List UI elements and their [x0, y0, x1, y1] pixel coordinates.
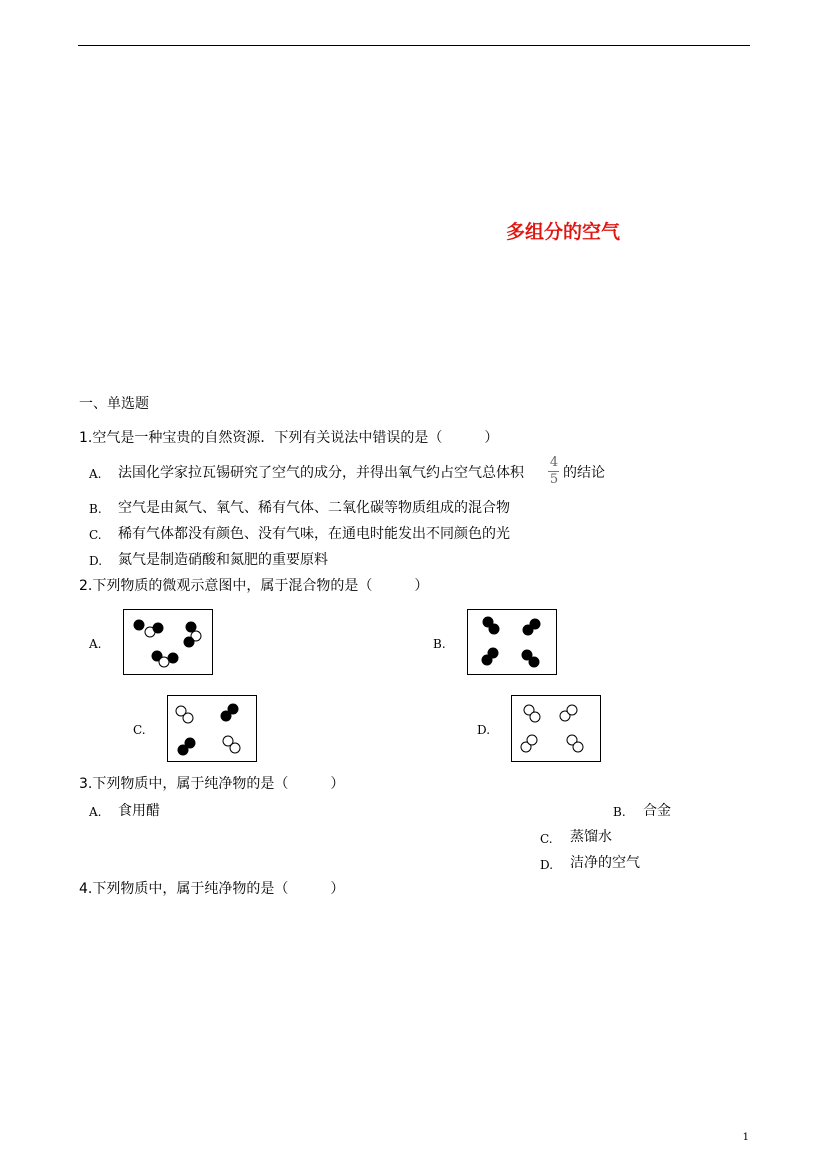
- q3-option-c-text: 蒸馏水: [570, 829, 612, 845]
- q4-stem: 4.下列物质中，属于纯净物的是（ ）: [79, 881, 345, 897]
- q2-option-b-diagram: [467, 609, 557, 675]
- q1-option-a-suffix: 的结论: [563, 465, 605, 481]
- q1-option-a-text: 法国化学家拉瓦锡研究了空气的成分，并得出氧气约占空气总体积: [118, 465, 524, 481]
- q1-option-a-label: A.: [89, 467, 102, 481]
- page-number: 1: [742, 1132, 749, 1143]
- q1-option-c-label: C.: [89, 528, 102, 542]
- q3-option-b-label: B.: [613, 805, 626, 819]
- section-heading: 一、单选题: [79, 396, 149, 412]
- q3-option-d-text: 洁净的空气: [570, 855, 640, 871]
- q2-option-d-diagram: [511, 695, 601, 762]
- q2-option-a-diagram: [123, 609, 213, 675]
- q3-option-d-label: D.: [540, 858, 554, 872]
- q2-option-a-label: A.: [89, 637, 102, 651]
- header-rule: [78, 45, 750, 46]
- q2-option-b-label: B.: [433, 637, 446, 651]
- page-title: 多组分的空气: [506, 221, 621, 243]
- q1-stem: 1.空气是一种宝贵的自然资源．下列有关说法中错误的是（ ）: [79, 430, 499, 446]
- q3-option-c-label: C.: [540, 832, 553, 846]
- q1-option-b-text: 空气是由氮气、氧气、稀有气体、二氧化碳等物质组成的混合物: [118, 500, 510, 516]
- q1-option-d-text: 氮气是制造硝酸和氮肥的重要原料: [118, 552, 328, 568]
- q2-option-d-label: D.: [477, 723, 491, 737]
- q2-option-c-label: C.: [133, 723, 146, 737]
- q1-fraction-denominator: 5: [549, 472, 559, 487]
- q1-option-b-label: B.: [89, 502, 102, 516]
- q3-option-a-label: A.: [89, 805, 102, 819]
- q1-option-d-label: D.: [89, 554, 103, 568]
- q1-fraction-numerator: 4: [549, 455, 559, 470]
- q2-stem: 2.下列物质的微观示意图中，属于混合物的是（ ）: [79, 578, 429, 594]
- q3-option-b-text: 合金: [643, 803, 671, 819]
- q3-stem: 3.下列物质中，属于纯净物的是（ ）: [79, 776, 345, 792]
- q2-option-c-diagram: [167, 695, 257, 762]
- q3-option-a-text: 食用醋: [118, 803, 160, 819]
- q1-option-c-text: 稀有气体都没有颜色、没有气味，在通电时能发出不同颜色的光: [118, 526, 510, 542]
